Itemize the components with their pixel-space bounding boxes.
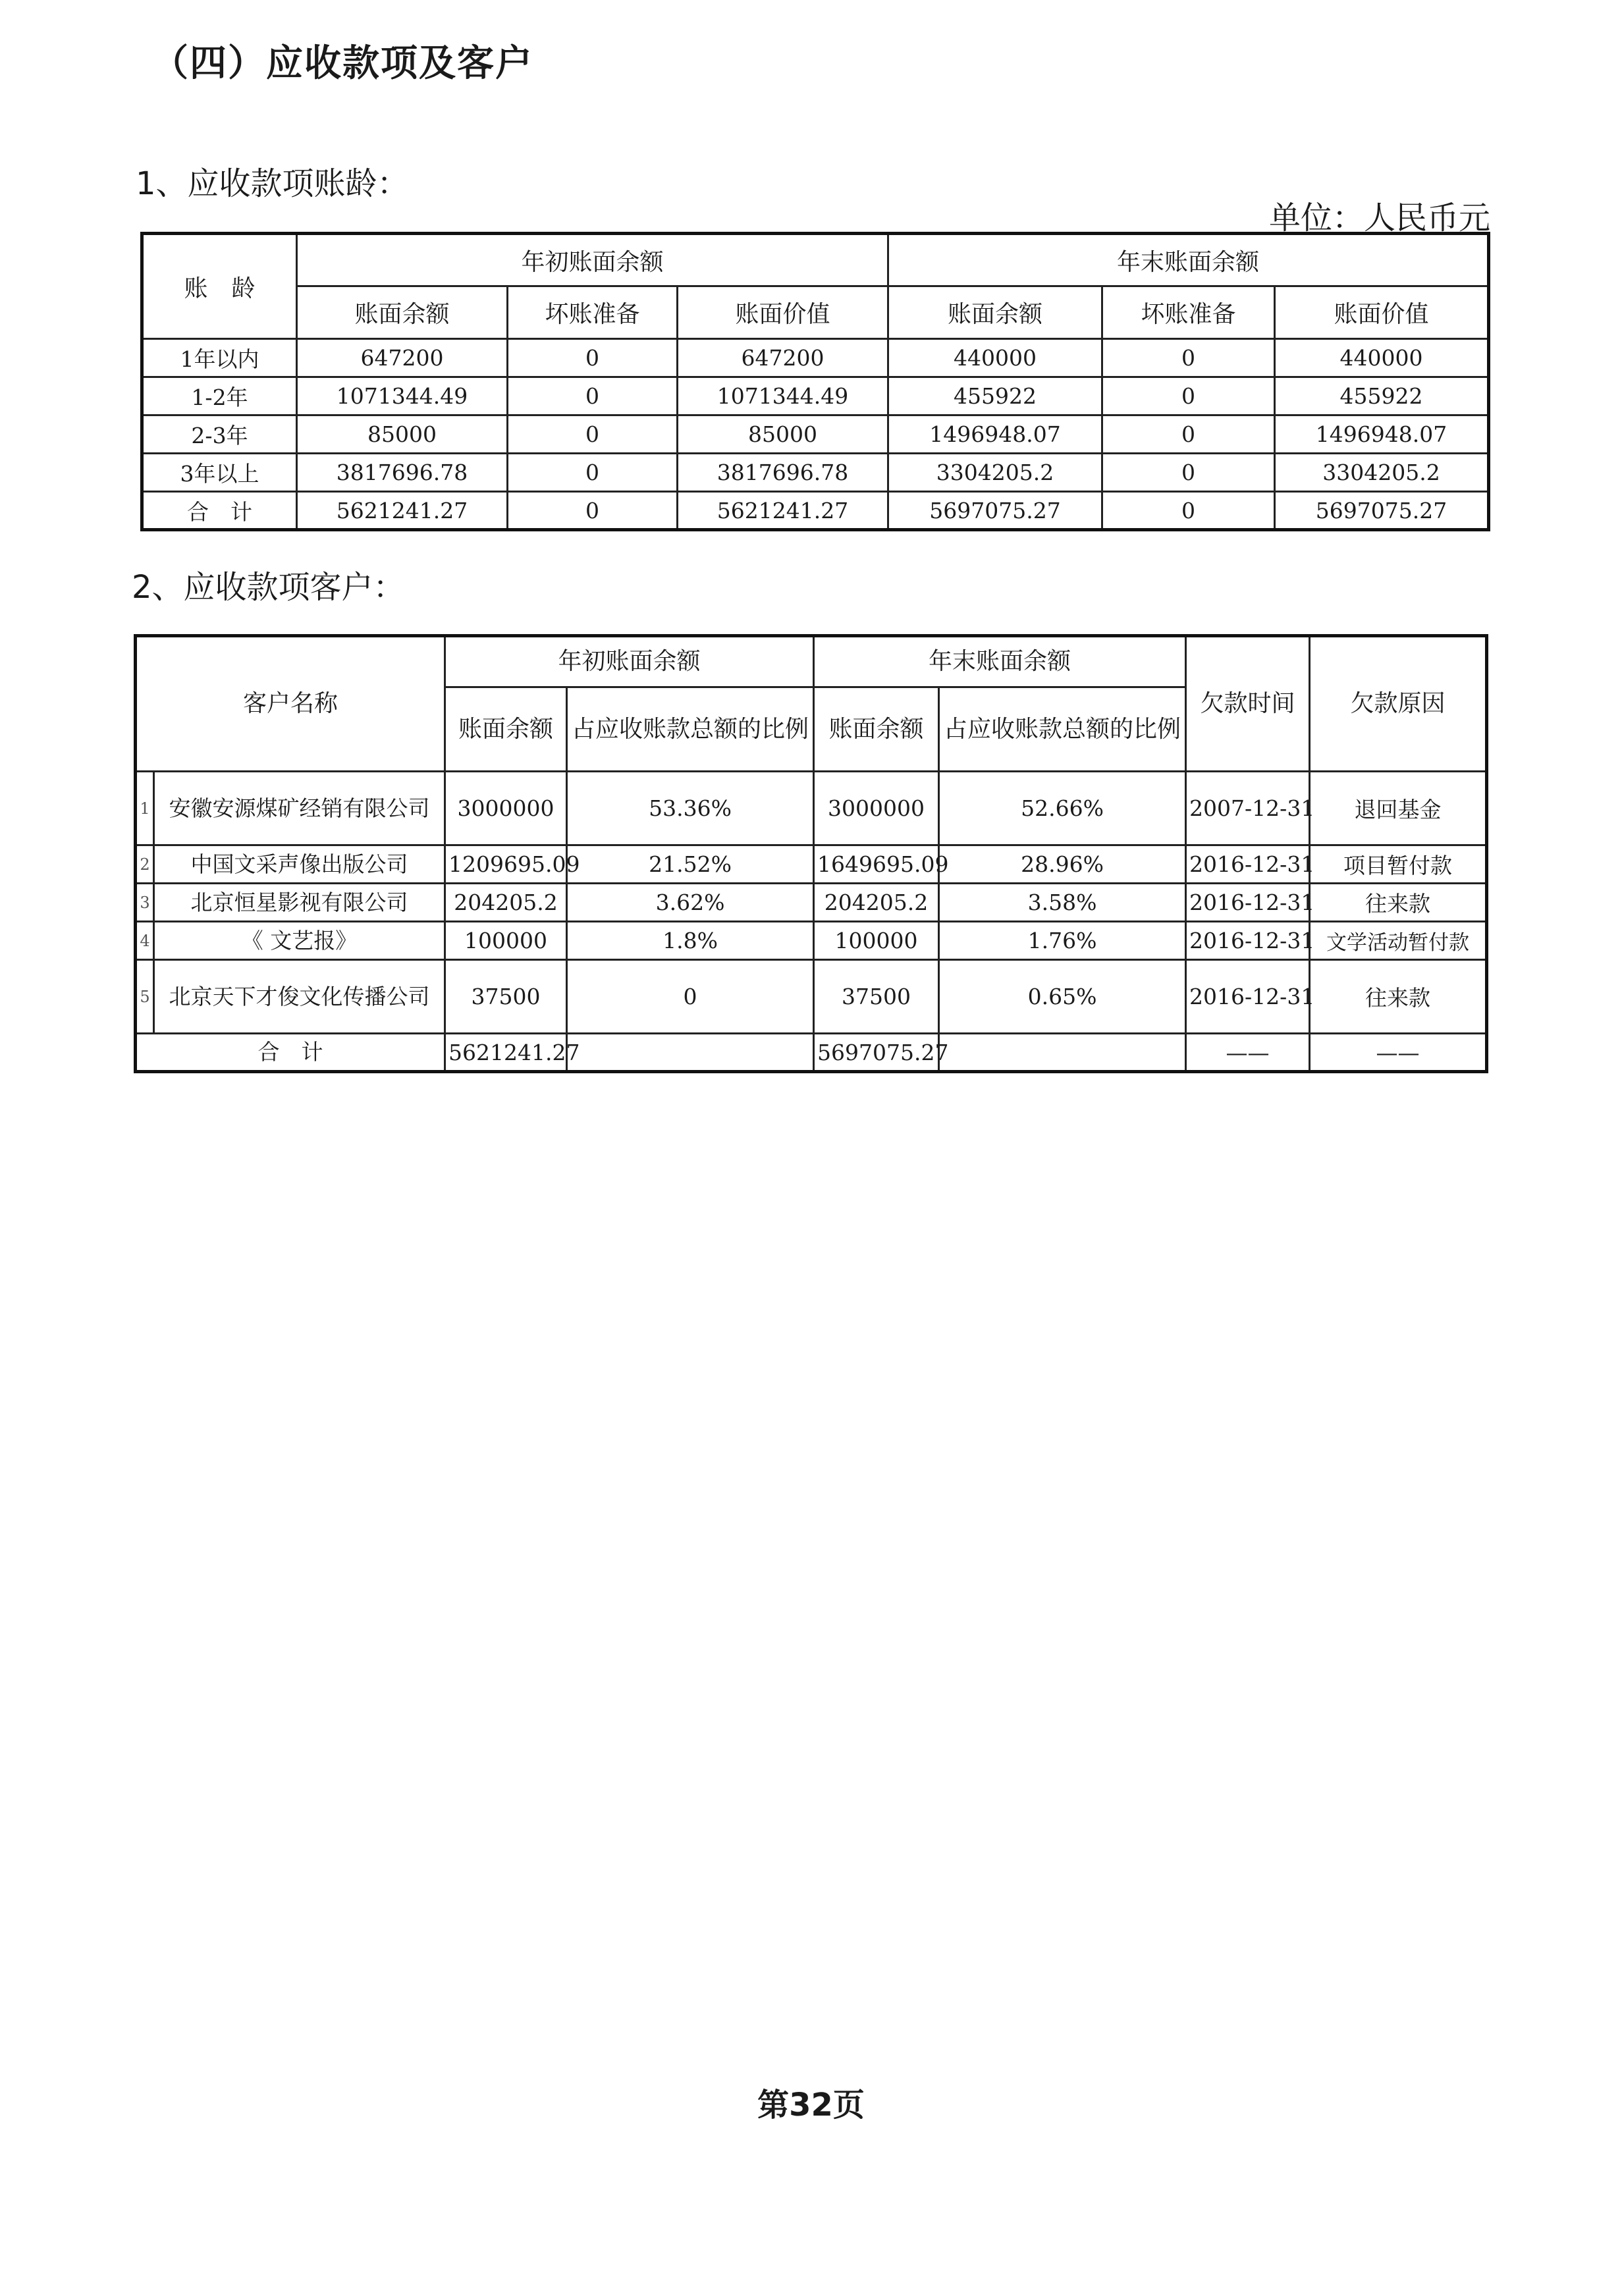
cell: 0: [508, 415, 678, 454]
cell: 3304205.2: [1275, 454, 1489, 492]
aging-subheader: 账面价值: [1275, 286, 1489, 339]
cell: 28.96%: [939, 845, 1186, 884]
aging-group-end: 年末账面余额: [888, 234, 1489, 286]
cell: 2016-12-31: [1186, 922, 1310, 960]
cell: ——: [1310, 1034, 1487, 1072]
cell: 3000000: [814, 772, 939, 845]
cell: 37500: [445, 960, 567, 1034]
customer-table: [134, 634, 1488, 1073]
aging-table: [140, 232, 1490, 531]
cell: 3.58%: [939, 884, 1186, 922]
cell: 100000: [445, 922, 567, 960]
cell: 2007-12-31: [1186, 772, 1310, 845]
total-label: 合 计: [136, 1034, 445, 1072]
cell: 440000: [1275, 339, 1489, 377]
cell: 455922: [888, 377, 1102, 415]
cell: 0: [1102, 339, 1275, 377]
cell: 5697075.27: [1275, 492, 1489, 530]
cell: 647200: [678, 339, 888, 377]
aging-total-row: [142, 492, 1489, 530]
cell: 往来款: [1310, 960, 1487, 1034]
aging-subheader: 账面余额: [297, 286, 508, 339]
aging-row: [142, 415, 1489, 454]
cell: 3.62%: [567, 884, 814, 922]
cell: 5697075.27: [814, 1034, 939, 1072]
cell: 0: [567, 960, 814, 1034]
customer-name: 中国文采声像出版公司: [154, 845, 445, 884]
cell: 1.76%: [939, 922, 1186, 960]
aging-subheader: 账面价值: [678, 286, 888, 339]
row-index: 3: [136, 884, 154, 922]
aging-row: [142, 454, 1489, 492]
cell: 1.8%: [567, 922, 814, 960]
cell: 文学活动暂付款: [1310, 922, 1487, 960]
customer-col-name: 客户名称: [136, 636, 445, 772]
aging-row: [142, 377, 1489, 415]
cell: 440000: [888, 339, 1102, 377]
cell: 5621241.27: [678, 492, 888, 530]
aging-age: 1-2年: [142, 377, 297, 415]
section1-heading: 1、应收款项账龄：: [136, 165, 409, 202]
cell: 0: [508, 339, 678, 377]
cell: 1649695.09: [814, 845, 939, 884]
cell: 52.66%: [939, 772, 1186, 845]
customer-col-time: 欠款时间: [1186, 636, 1310, 772]
row-index: 5: [136, 960, 154, 1034]
customer-total-row: [136, 1034, 1487, 1072]
cell: 85000: [678, 415, 888, 454]
cell: 1071344.49: [678, 377, 888, 415]
cell: 0: [1102, 377, 1275, 415]
cell: 0: [1102, 454, 1275, 492]
customer-row: [136, 845, 1487, 884]
cell: 0: [1102, 492, 1275, 530]
cell: 21.52%: [567, 845, 814, 884]
cell: 1209695.09: [445, 845, 567, 884]
cell: 0: [508, 454, 678, 492]
customer-row: [136, 922, 1487, 960]
cell: 647200: [297, 339, 508, 377]
cell: 3000000: [445, 772, 567, 845]
aging-age: 3年以上: [142, 454, 297, 492]
customer-row: [136, 772, 1487, 845]
customer-name: 北京恒星影视有限公司: [154, 884, 445, 922]
aging-age: 1年以内: [142, 339, 297, 377]
cell: 0: [1102, 415, 1275, 454]
aging-age: 合 计: [142, 492, 297, 530]
cell: 85000: [297, 415, 508, 454]
cell: 5697075.27: [888, 492, 1102, 530]
cell-empty: [567, 1034, 814, 1072]
row-index: 4: [136, 922, 154, 960]
customer-subheader-balance: 账面余额: [814, 687, 939, 772]
aging-age: 2-3年: [142, 415, 297, 454]
unit-label: 单位：人民币元: [1268, 200, 1490, 236]
customer-subheader-ratio: 占应收账款总额的比例: [567, 687, 814, 772]
aging-row: [142, 339, 1489, 377]
cell: 项目暂付款: [1310, 845, 1487, 884]
row-index: 1: [136, 772, 154, 845]
customer-group-begin: 年初账面余额: [445, 636, 814, 687]
page-number: 第32页: [757, 2087, 865, 2123]
aging-group-begin: 年初账面余额: [297, 234, 888, 286]
cell: ——: [1186, 1034, 1310, 1072]
cell: 455922: [1275, 377, 1489, 415]
cell: 2016-12-31: [1186, 960, 1310, 1034]
cell: 100000: [814, 922, 939, 960]
customer-group-end: 年末账面余额: [814, 636, 1186, 687]
page-title: （四）应收款项及客户: [151, 42, 533, 85]
cell: 53.36%: [567, 772, 814, 845]
cell: 37500: [814, 960, 939, 1034]
cell: 3817696.78: [297, 454, 508, 492]
customer-row: [136, 884, 1487, 922]
customer-subheader-ratio: 占应收账款总额的比例: [939, 687, 1186, 772]
cell: 0.65%: [939, 960, 1186, 1034]
cell: 2016-12-31: [1186, 884, 1310, 922]
customer-name: 北京天下才俊文化传播公司: [154, 960, 445, 1034]
row-index: 2: [136, 845, 154, 884]
customer-row: [136, 960, 1487, 1034]
customer-name: 安徽安源煤矿经销有限公司: [154, 772, 445, 845]
cell: 3304205.2: [888, 454, 1102, 492]
cell: 退回基金: [1310, 772, 1487, 845]
cell: 2016-12-31: [1186, 845, 1310, 884]
cell: 0: [508, 492, 678, 530]
cell: 204205.2: [445, 884, 567, 922]
cell: 3817696.78: [678, 454, 888, 492]
aging-subheader: 账面余额: [888, 286, 1102, 339]
aging-subheader: 坏账准备: [1102, 286, 1275, 339]
customer-name: 《 文艺报》: [154, 922, 445, 960]
cell: 1496948.07: [888, 415, 1102, 454]
cell: 5621241.27: [445, 1034, 567, 1072]
cell: 0: [508, 377, 678, 415]
cell: 5621241.27: [297, 492, 508, 530]
cell: 204205.2: [814, 884, 939, 922]
customer-col-reason: 欠款原因: [1310, 636, 1487, 772]
section2-heading: 2、应收款项客户：: [132, 569, 405, 606]
cell: 往来款: [1310, 884, 1487, 922]
cell-empty: [939, 1034, 1186, 1072]
cell: 1496948.07: [1275, 415, 1489, 454]
customer-subheader-balance: 账面余额: [445, 687, 567, 772]
aging-col-age: 账 龄: [142, 234, 297, 339]
aging-subheader: 坏账准备: [508, 286, 678, 339]
cell: 1071344.49: [297, 377, 508, 415]
